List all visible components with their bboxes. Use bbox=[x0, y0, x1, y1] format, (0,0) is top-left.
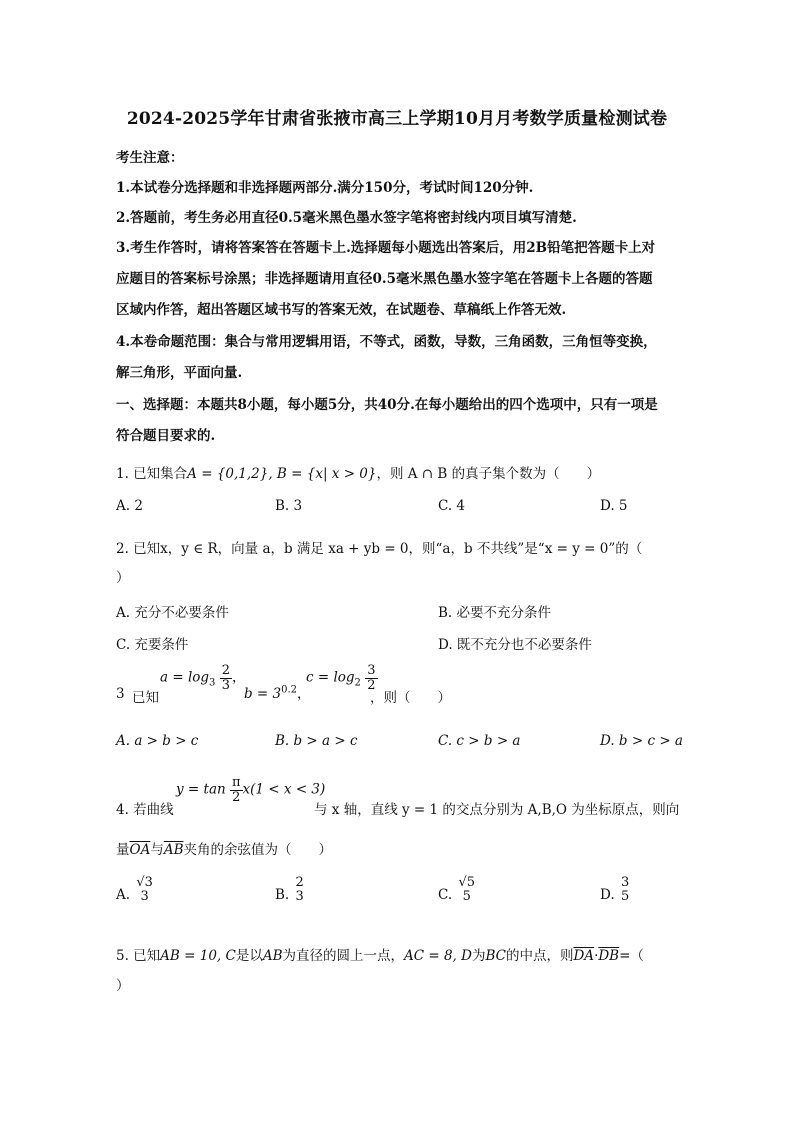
q4-curve bbox=[176, 776, 325, 804]
q1-suffix: ，则 A ∩ B 的真子集个数为（ ） bbox=[376, 466, 601, 482]
q4-vector-ab: $\overline{AB}$ bbox=[163, 842, 184, 858]
question-5 bbox=[116, 944, 686, 964]
q3-b-exp: 0.2 bbox=[281, 684, 298, 696]
q4-curve-left: y = tan bbox=[176, 781, 226, 798]
q3-tail: ，则（ ） bbox=[370, 690, 451, 706]
q3-a-log: a = log bbox=[160, 669, 210, 686]
notice-item-3b: 应题目的答案标号涂黑；非选择题请用直径0.5毫米黑色墨水签字笔在答题卡上各题的答题 bbox=[116, 271, 653, 287]
q4-vector-oa: $\overline{OA}$ bbox=[129, 842, 151, 858]
q3-number: 3 bbox=[116, 686, 125, 702]
notice-item-4b: 解三角形，平面向量. bbox=[116, 365, 243, 381]
q3-c-expression bbox=[306, 664, 378, 692]
q1-option-c: C. 4 bbox=[438, 498, 466, 514]
q3-a-fraction: $\frac{2}{3}$ bbox=[221, 663, 230, 693]
q5-prefix: 5. 已知 bbox=[116, 948, 161, 964]
notice-item-3c: 区域内作答，超出答题区域书写的答案无效，在试题卷、草稿纸上作答无效. bbox=[116, 302, 567, 318]
q2-text: x，y ∈ R，向量 a，b 满足 xa + yb = 0，则“a，b 不共线”是“x = y = 0”的（ bbox=[160, 541, 643, 557]
notice-item-2: 2.答题前，考生务必用直径0.5毫米黑色墨水签字笔将密封线内项目填写清楚. bbox=[116, 210, 577, 226]
notice-item-1: 1.本试卷分选择题和非选择题两部分.满分150分，考试时间120分钟. bbox=[116, 180, 534, 196]
q5-math1: AB = 10, C bbox=[160, 948, 236, 964]
q5-equals: =（ bbox=[619, 948, 644, 964]
q5-math2: AB bbox=[262, 948, 283, 964]
q4-curve-right: x(1 < x < 3) bbox=[242, 781, 326, 798]
q3-option-a: A. a > b > c bbox=[116, 733, 199, 749]
q4-curve-fraction: $\frac{\pi}{2}$ bbox=[232, 775, 241, 805]
q3-c-base: 2 bbox=[354, 677, 361, 689]
q5-dot: · bbox=[594, 948, 599, 964]
q1-option-d: D. 5 bbox=[600, 498, 628, 514]
q3-option-b: B. b > a > c bbox=[275, 733, 358, 749]
q1-option-b: B. 3 bbox=[275, 498, 303, 514]
q4-line2-b: 与 bbox=[150, 842, 164, 858]
q4-line2-a: 量 bbox=[116, 842, 130, 858]
q4-option-c: C. √5 5 bbox=[438, 875, 475, 904]
question-2 bbox=[116, 537, 686, 557]
q3-b-pow: b = 3 bbox=[244, 686, 282, 702]
q4-line2 bbox=[116, 838, 686, 858]
q4-line2-c: 夹角的余弦值为（ ） bbox=[183, 842, 332, 858]
q5-vector-db: $\overline{DB}$ bbox=[598, 948, 620, 964]
notice-item-4a: 4.本卷命题范围：集合与常用逻辑用语，不等式，函数，导数，三角函数，三角恒等变换， bbox=[116, 334, 657, 350]
q3-a-expression: $a = \log_3$ $\frac{2}{3}$ ， bbox=[160, 663, 246, 693]
section-heading-line2: 符合题目要求的. bbox=[116, 428, 216, 444]
q3-option-d: D. b > c > a bbox=[600, 733, 683, 749]
q4-option-d: D. 3 5 bbox=[600, 875, 630, 904]
q3-option-c: C. c > b > a bbox=[438, 733, 521, 749]
q1-option-a: A. 2 bbox=[116, 498, 143, 514]
q3-c-log: c = log bbox=[306, 669, 355, 686]
q4-mid: 与 x 轴，直线 y = 1 的交点分别为 A,B,O 为坐标原点，则向 bbox=[314, 802, 680, 818]
q5-line2: ） bbox=[116, 978, 130, 994]
q5-text2: 为直径的圆上一点， bbox=[282, 948, 404, 964]
q5-text4: 的中点，则 bbox=[505, 948, 574, 964]
q1-math: A = {0,1,2}, B = {x| x > 0} bbox=[187, 466, 377, 482]
q1-prefix: 1. 已知集合 bbox=[116, 466, 188, 482]
q5-vector-da: $\overline{DA}$ bbox=[573, 948, 595, 964]
q5-text3: 为 bbox=[471, 948, 486, 964]
page-title: 2024-2025学年甘肃省张掖市高三上学期10月月考数学质量检测试卷 bbox=[126, 109, 668, 129]
q2-line2: ） bbox=[116, 570, 130, 586]
q5-text1: 是以 bbox=[235, 948, 263, 964]
notice-heading: 考生注意： bbox=[116, 150, 184, 166]
question-1 bbox=[116, 462, 686, 482]
q2-option-c: C. 充要条件 bbox=[116, 637, 189, 653]
q3-c-fraction: $\frac{3}{2}$ bbox=[367, 663, 376, 693]
question-4 bbox=[116, 776, 686, 816]
question-3 bbox=[116, 664, 686, 704]
q2-option-a: A. 充分不必要条件 bbox=[116, 605, 229, 621]
q3-a-base: 3 bbox=[209, 677, 216, 689]
q5-math3: AC = 8, D bbox=[404, 948, 472, 964]
q3-b-expression: $b = 3^{0.2}$， bbox=[244, 684, 311, 702]
q3-lead: 已知 bbox=[132, 690, 159, 706]
q4-option-b: B. 2 3 bbox=[275, 875, 304, 904]
q4-prefix: 4. 若曲线 bbox=[116, 802, 174, 818]
q2-option-d: D. 既不充分也不必要条件 bbox=[438, 637, 592, 653]
q2-option-b: B. 必要不充分条件 bbox=[438, 605, 552, 621]
section-heading-line1: 一、选择题：本题共8小题，每小题5分，共40分.在每小题给出的四个选项中，只有一项是 bbox=[116, 397, 658, 413]
q4-option-a: A. √3 3 bbox=[116, 875, 153, 904]
q2-prefix: 2. 已知 bbox=[116, 541, 161, 557]
notice-item-3a: 3.考生作答时，请将答案答在答题卡上.选择题每小题选出答案后，用2B铅笔把答题卡上对 bbox=[116, 240, 656, 256]
q5-math4: BC bbox=[485, 948, 506, 964]
